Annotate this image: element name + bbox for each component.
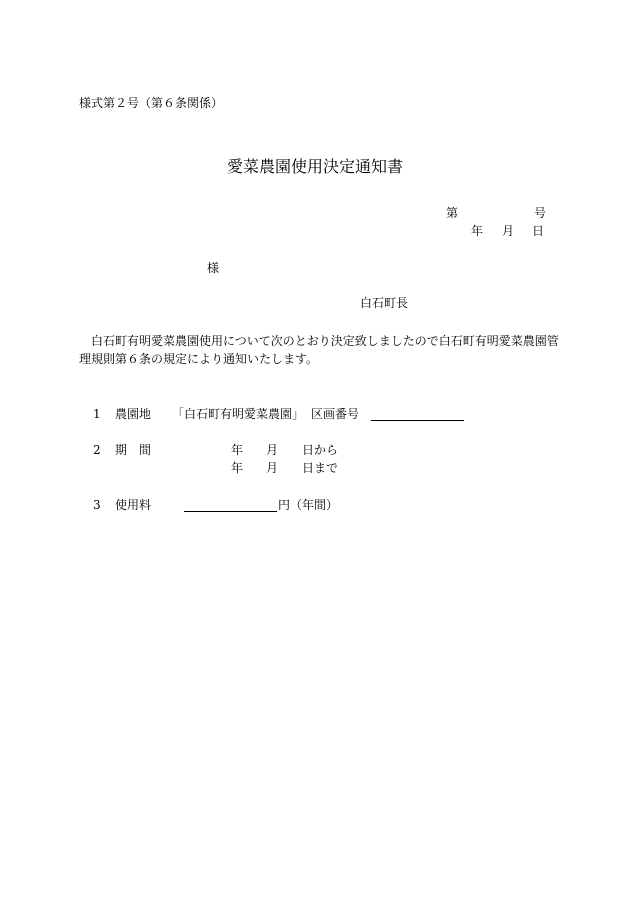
item-1-number: 1 <box>93 407 101 421</box>
form-number: 様式第２号（第６条関係） <box>79 96 224 110</box>
plot-number-label: 区画番号 <box>311 407 360 421</box>
period-from-day: 日から <box>302 443 339 457</box>
period-to-day: 日まで <box>302 461 339 475</box>
issuer: 白石町長 <box>360 296 409 310</box>
body-line-1: 白石町有明愛菜農園使用について次のとおり決定致しましたので白石町有明愛菜農園管 <box>91 334 559 348</box>
item-1-value: 「白石町有明愛菜農園」 <box>172 407 305 421</box>
fee-unit: 円（年間） <box>278 498 339 512</box>
period-from-month: 月 <box>266 443 279 457</box>
item-3-number: 3 <box>93 498 101 512</box>
body-line-2: 理規則第６条の規定により通知いたします。 <box>79 352 319 366</box>
document-title: 愛菜農園使用決定通知書 <box>227 157 404 176</box>
date-day: 日 <box>532 224 545 238</box>
doc-number-suffix: 号 <box>534 206 547 220</box>
item-2-number: 2 <box>93 443 101 457</box>
doc-number-prefix: 第 <box>446 206 459 220</box>
recipient-suffix: 様 <box>207 261 220 275</box>
item-1-label: 農園地 <box>115 407 152 421</box>
date-year: 年 <box>471 224 484 238</box>
item-2-label: 期 間 <box>115 443 152 457</box>
period-from-year: 年 <box>231 443 244 457</box>
plot-number-blank <box>371 420 464 421</box>
fee-amount-blank <box>184 511 277 512</box>
period-to-year: 年 <box>231 461 244 475</box>
item-3-label: 使用料 <box>115 498 152 512</box>
period-to-month: 月 <box>266 461 279 475</box>
date-month: 月 <box>502 224 515 238</box>
